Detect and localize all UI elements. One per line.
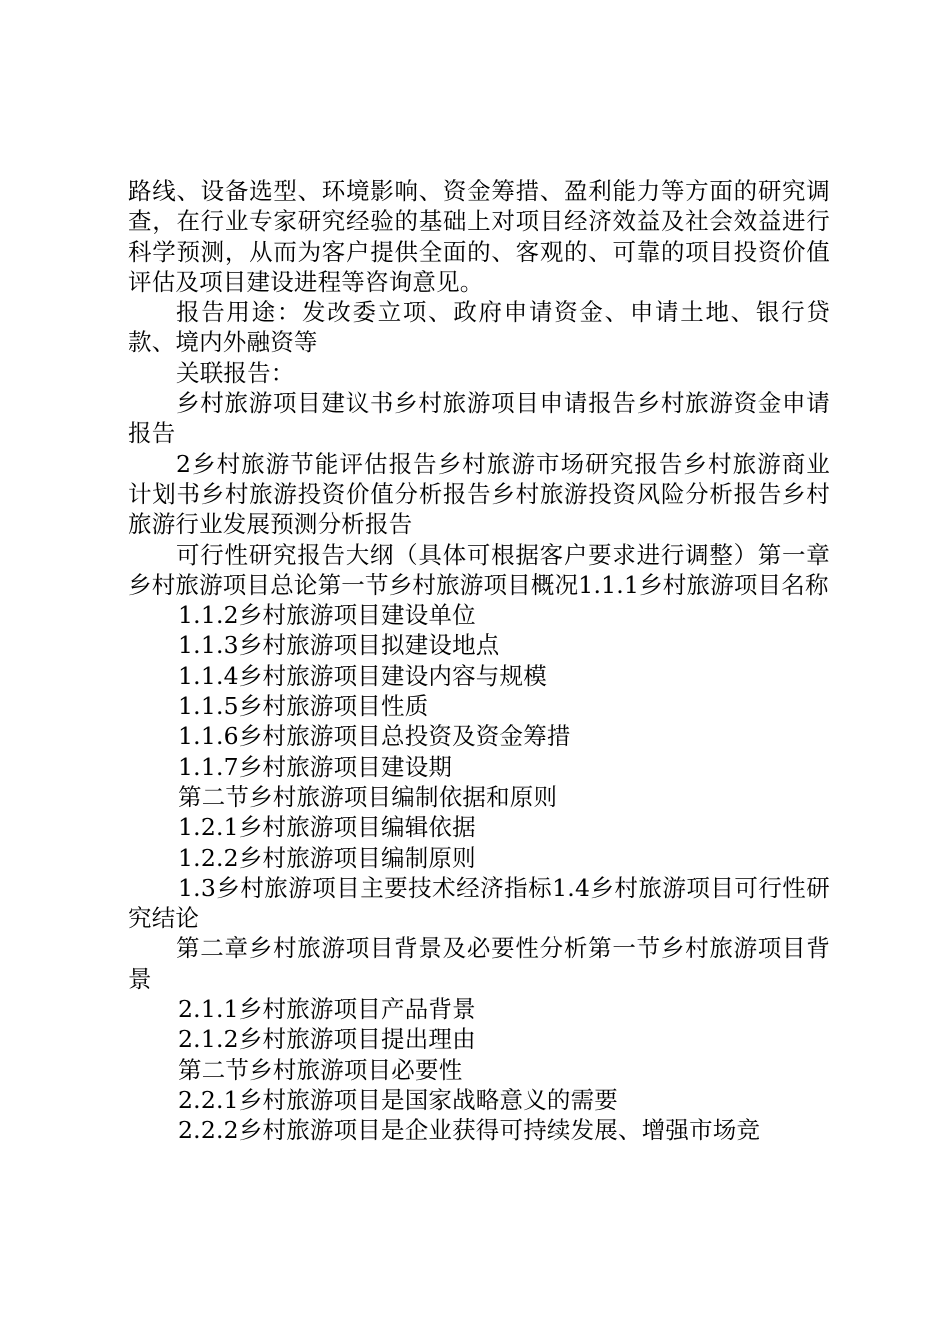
outline-item: 1.1.4乡村旅游项目建设内容与规模 [178, 661, 547, 690]
outline-item: 2.1.2乡村旅游项目提出理由 [178, 1025, 476, 1054]
paragraph-related-reports-2: 2乡村旅游节能评估报告乡村旅游市场研究报告乡村旅游商业计划书乡村旅游投资价值分析报告乡村旅游投资风险分析报告乡村旅游行业发展预测分析报告 [128, 449, 830, 539]
outline-item: 1.1.5乡村旅游项目性质 [178, 692, 429, 721]
document-page [128, 176, 830, 1146]
paragraph-report-usage: 报告用途：发改委立项、政府申请资金、申请土地、银行贷款、境内外融资等 [128, 298, 830, 357]
outline-item: 2.2.2乡村旅游项目是企业获得可持续发展、增强市场竞 [178, 1116, 761, 1145]
paragraph-related-reports-1: 乡村旅游项目建议书乡村旅游项目申请报告乡村旅游资金申请报告 [128, 389, 830, 448]
outline-item: 2.1.1乡村旅游项目产品背景 [178, 995, 476, 1024]
outline-chapter-heading: 第二章乡村旅游项目背景及必要性分析第一节乡村旅游项目背景 [128, 934, 830, 993]
paragraph-outline-intro: 可行性研究报告大纲（具体可根据客户要求进行调整）第一章乡村旅游项目总论第一节乡村旅游项目概况1.1.1乡村旅游项目名称 [128, 540, 830, 599]
paragraph-related-reports-heading: 关联报告： [176, 358, 295, 387]
outline-item: 2.2.1乡村旅游项目是国家战略意义的需要 [178, 1085, 618, 1114]
outline-item: 1.2.2乡村旅游项目编制原则 [178, 843, 476, 872]
outline-item: 1.3乡村旅游项目主要技术经济指标1.4乡村旅游项目可行性研究结论 [128, 873, 830, 933]
outline-item: 1.1.6乡村旅游项目总投资及资金筹措 [178, 722, 571, 751]
outline-section-heading: 第二节乡村旅游项目必要性 [178, 1055, 463, 1084]
outline-item: 1.1.7乡村旅游项目建设期 [178, 752, 453, 781]
outline-section-heading: 第二节乡村旅游项目编制依据和原则 [178, 782, 558, 811]
outline-item: 1.1.3乡村旅游项目拟建设地点 [178, 631, 500, 660]
paragraph-intro-continuation: 路线、设备选型、环境影响、资金筹措、盈利能力等方面的研究调查，在行业专家研究经验的基础上对项目经济效益及社会效益进行科学预测，从而为客户提供全面的、客观的、可靠的项目投资价值评估及项目建设进程等咨询意见。 [128, 177, 830, 296]
outline-item: 1.2.1乡村旅游项目编辑依据 [178, 813, 476, 842]
outline-item: 1.1.2乡村旅游项目建设单位 [178, 601, 476, 630]
